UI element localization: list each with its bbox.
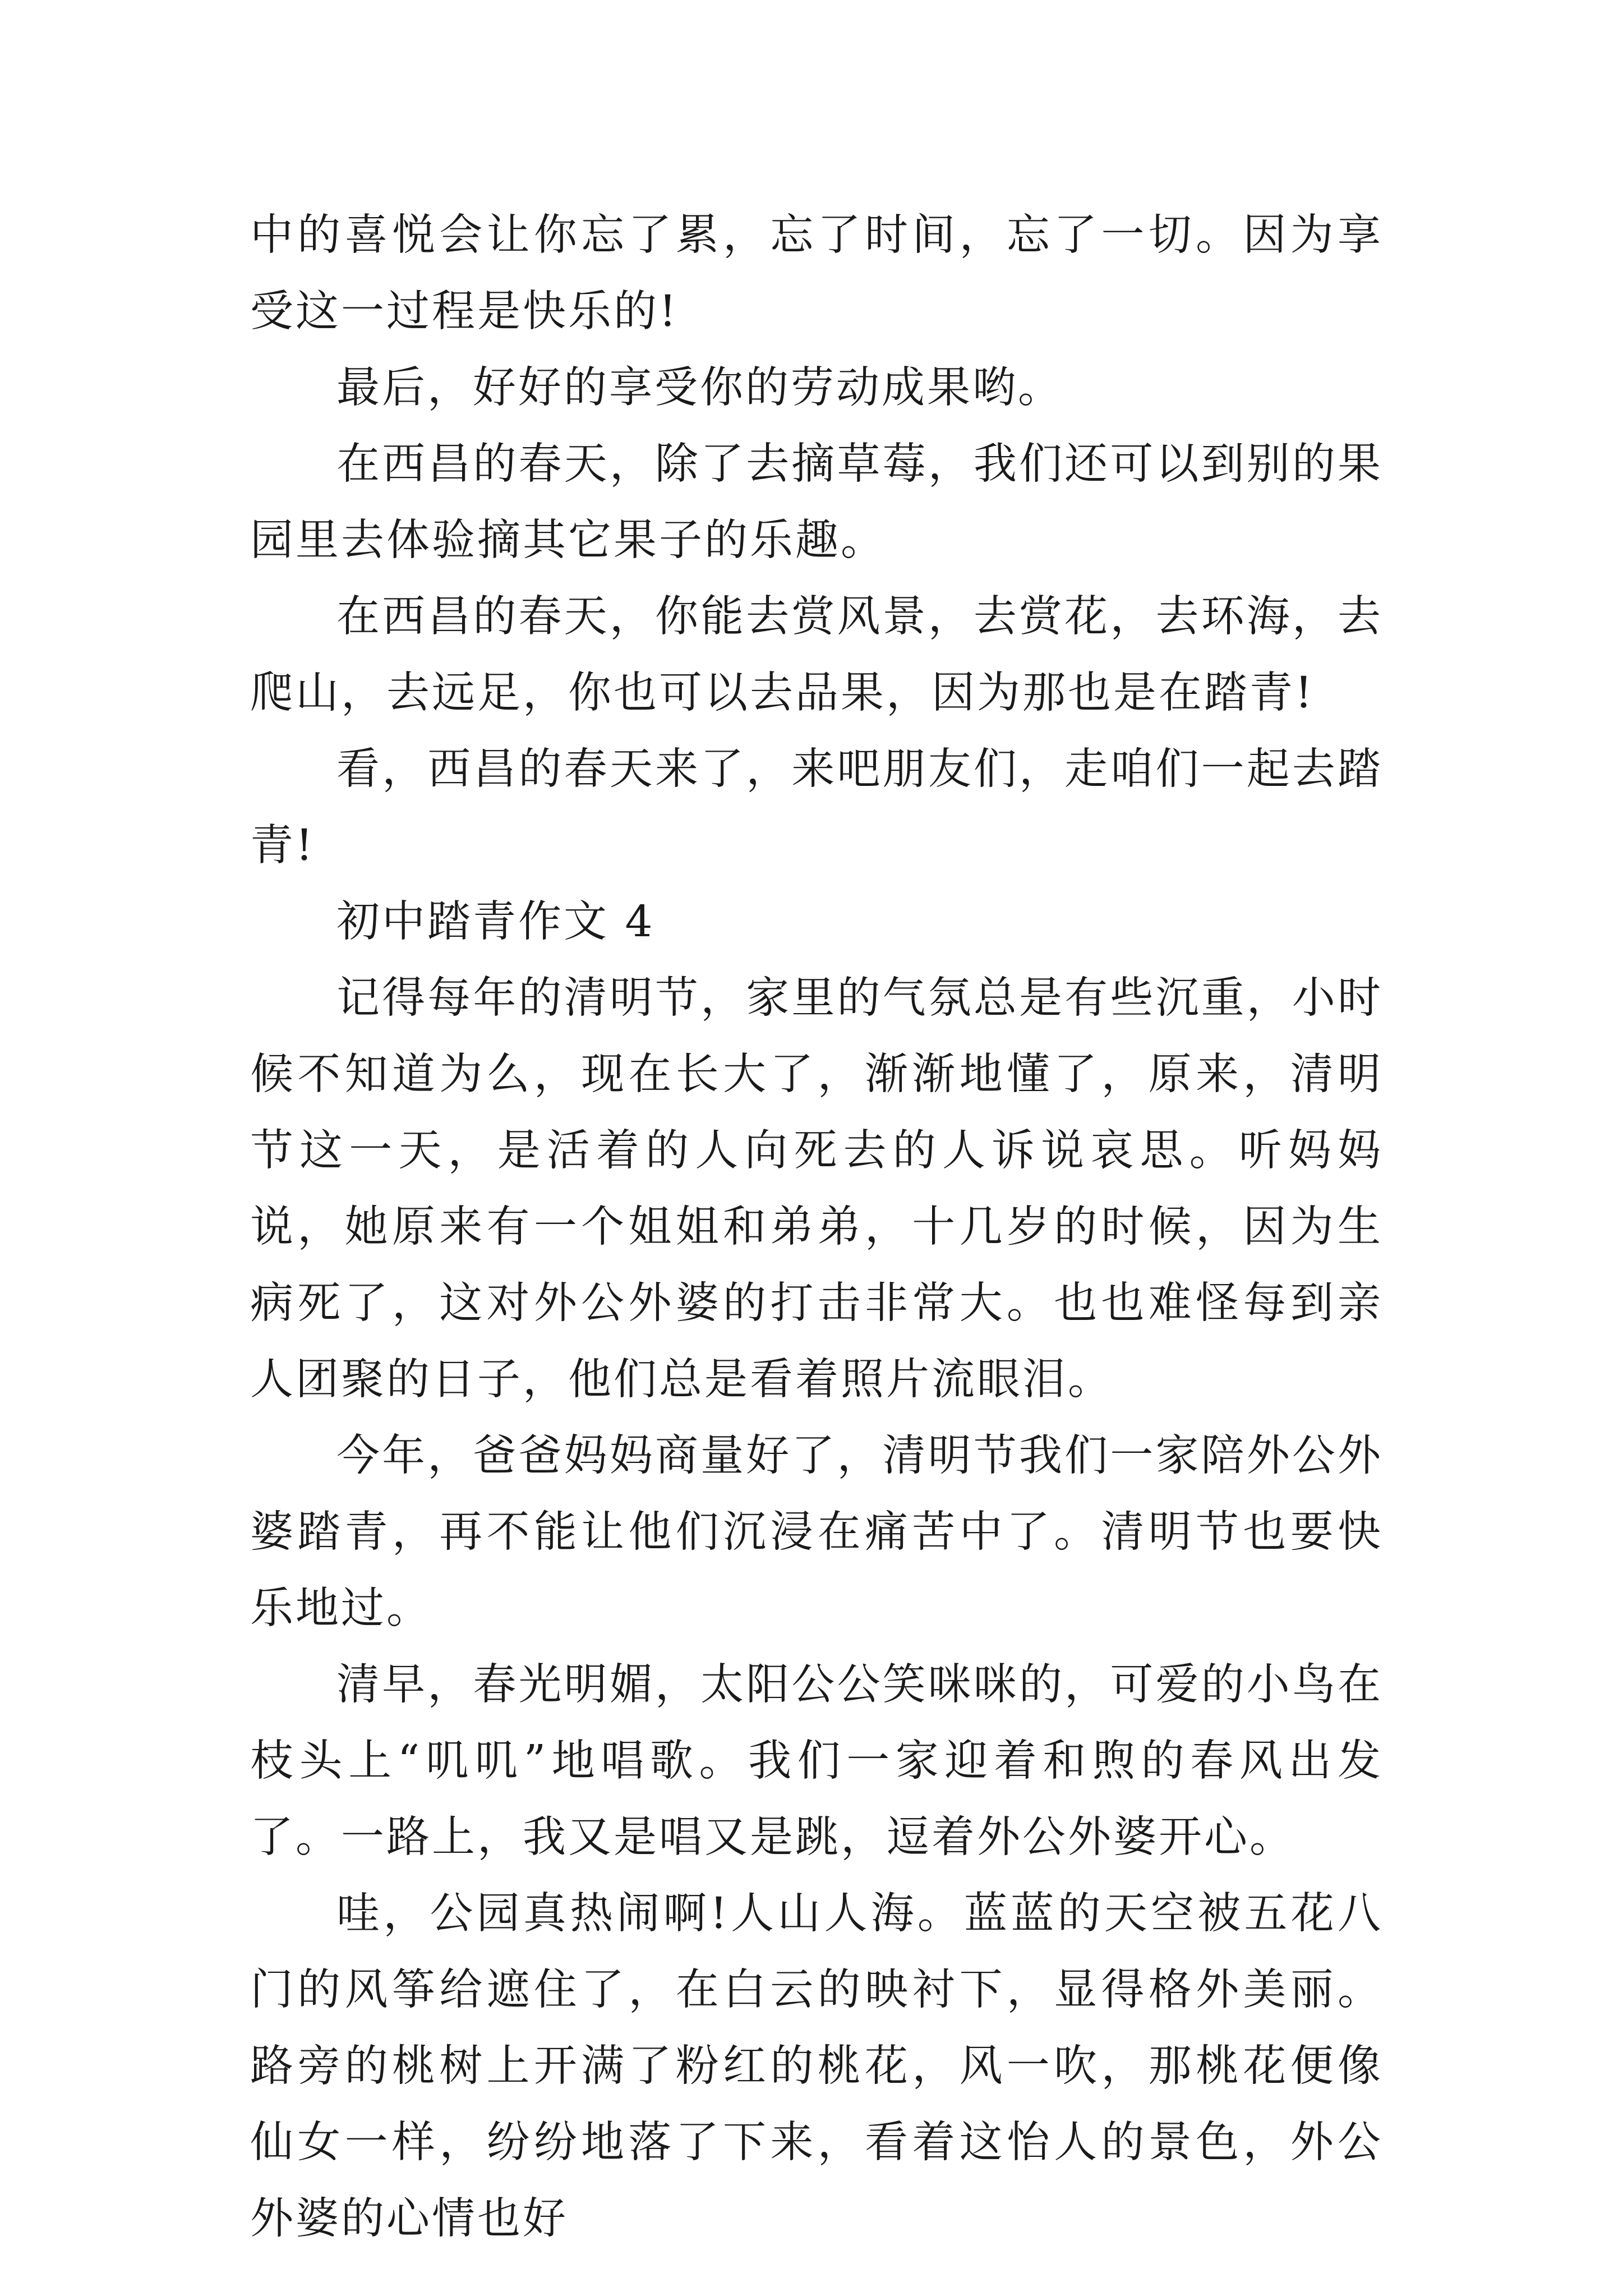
paragraph-8: 今年，爸爸妈妈商量好了，清明节我们一家陪外公外婆踏青，再不能让他们沉浸在痛苦中了。清明节也要快乐地过。 [250, 1431, 1383, 1634]
paragraph-5: 看，西昌的春天来了，来吧朋友们，走咱们一起去踏青! [250, 744, 1383, 871]
paragraph-10: 哇，公园真热闹啊!人山人海。蓝蓝的天空被五花八门的风筝给遮住了，在白云的映衬下，显得格外美丽。路旁的桃树上开满了粉红的桃花，风一吹，那桃花便像仙女一样，纷纷地落了下来，看着这怡人的景色，外公外婆的心情也好 [250, 1889, 1383, 2244]
paragraph-7: 记得每年的清明节，家里的气氛总是有些沉重，小时候不知道为么，现在长大了，渐渐地懂了，原来，清明节这一天，是活着的人向死去的人诉说哀思。听妈妈说，她原来有一个姐姐和弟弟，十几岁的时候，因为生病死了，这对外公外婆的打击非常大。也也难怪每到亲人团聚的日子，他们总是看着照片流眼泪。 [250, 973, 1383, 1405]
section-heading: 初中踏青作文 4 [336, 897, 655, 947]
body-text [250, 197, 1383, 2257]
paragraph-9: 清早，春光明媚，太阳公公笑咪咪的，可爱的小鸟在枝头上“叽叽”地唱歌。我们一家迎着和煦的春风出发了。一路上，我又是唱又是跳，逗着外公外婆开心。 [250, 1660, 1383, 1862]
paragraph-1: 中的喜悦会让你忘了累，忘了时间，忘了一切。因为享受这一过程是快乐的! [250, 210, 1383, 337]
paragraph-4: 在西昌的春天，你能去赏风景，去赏花，去环海，去爬山，去远足，你也可以去品果，因为那也是在踏青! [250, 592, 1383, 718]
paragraph-2: 最后，好好的享受你的劳动成果哟。 [336, 363, 1063, 413]
paragraph-3: 在西昌的春天，除了去摘草莓，我们还可以到别的果园里去体验摘其它果子的乐趣。 [250, 439, 1383, 565]
